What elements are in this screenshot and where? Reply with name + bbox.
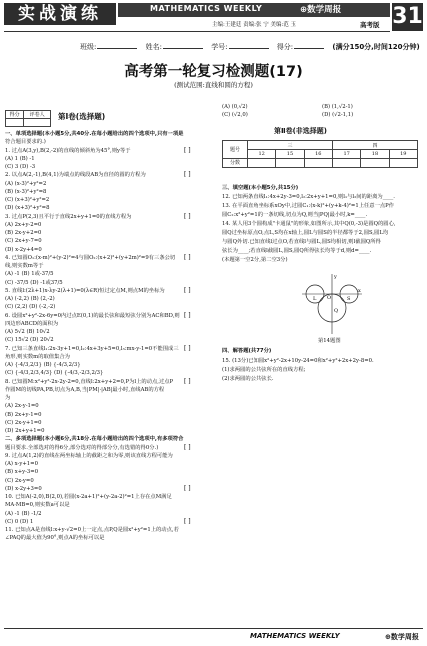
question-line: (D) (x+3)²+y²=8: [5, 205, 50, 212]
question-line: (A) {-4/3,2/3} (B) {-4/3,2/3}: [5, 362, 81, 368]
question-line: 四、解答题(共77分): [222, 348, 272, 354]
name-label: 姓名:: [145, 43, 162, 51]
question-line: (C) 2x+y-7=0: [5, 238, 42, 245]
exam-note: (满分150分,时间120分钟): [332, 43, 420, 51]
label-s: S: [347, 296, 351, 302]
answer-bracket[interactable]: [ ]: [184, 443, 191, 451]
figure-caption: 第14题图: [318, 338, 341, 344]
table-cell: 12: [248, 150, 276, 158]
question-line: (A) (x-3)²+y²=2: [5, 180, 47, 187]
score-label: 得分:: [276, 43, 294, 51]
answer-bracket[interactable]: [ ]: [184, 171, 191, 179]
label-q: Q: [334, 308, 339, 314]
question-line: 作圆M的切线PA,PB,切点为A,B,当|PM|·|AB|最小时,直线AB的方程: [5, 386, 165, 393]
circle-diagram: [300, 272, 364, 336]
question-line: (A) 1 (B) -1: [5, 155, 35, 162]
answer-bracket[interactable]: [ ]: [184, 286, 191, 294]
question-line: (A) 2x-y-1=0: [5, 403, 39, 410]
question-line: (A) -1 (B) -1/2: [5, 510, 42, 517]
question-line: (C) (2,2) (D) (-2,-2): [5, 304, 56, 311]
question-line: (D) x-2y+3=0: [5, 485, 42, 492]
footer-divider: [4, 628, 423, 629]
option: (A) (0,√2): [222, 104, 248, 110]
question-line: (A) (-2,2) (B) (2,-2): [5, 296, 55, 302]
question-line: 二、多项选择题(本小题6分,共18分.在每小题给出的四个选项中,有多项符合: [5, 436, 184, 443]
label-l: L: [313, 296, 317, 302]
footer-logo: ⊕数学周报: [385, 633, 419, 641]
question-line: (B) x+y-3=0: [5, 469, 39, 476]
page-number: 31: [392, 4, 423, 29]
table-cell: 17: [332, 150, 360, 158]
question-line: 圆Q过坐标原点O,点L,S均在x轴上,圆L与圆S的半径都等于2,圆S,圆L均: [222, 230, 389, 236]
answer-bracket[interactable]: [ ]: [184, 146, 191, 154]
question-line: (C) 2x-y=0: [5, 477, 34, 484]
question-line: 角形,则实数m的取值集合为: [5, 353, 70, 360]
table-cell: 分数: [223, 158, 248, 167]
newspaper-logo: ⊕数学周报: [300, 5, 342, 15]
question-line: 弦长为____;若直线l截圆L,圆S,圆Q所得弦长均等于d,则d=____.: [222, 248, 372, 254]
question-line: (C) 0 (D) 1: [5, 518, 34, 525]
question-line: (本题第一空2分,第二空3分): [222, 257, 288, 263]
question-line: MA·MB=0,则实数a可以是: [5, 502, 70, 509]
score-cell[interactable]: [276, 158, 304, 167]
question-line: (A) 5√2 (B) 10√2: [5, 329, 50, 335]
question-line: 题目要求.全部选对的得6分,部分选对的得部分分,有选错的得0分.): [5, 444, 159, 451]
score-box: [5, 110, 51, 127]
question-line: 12. 已知两条直线l₁:4x+2y-3=0,l₂:2x+y+1=0,则l₁与l₂间的距离为____.: [222, 194, 395, 200]
question-line: (C) 2x-y+1=0: [5, 419, 42, 426]
table-cell: 19: [389, 150, 417, 158]
table-header: 题号: [223, 141, 248, 159]
question-line: (B) 2x+y-1=0: [5, 411, 42, 418]
question-line: (C) 3 (D) -3: [5, 164, 36, 170]
score-cell[interactable]: [332, 158, 360, 167]
page-subtitle: (测试范围:直线和圆的方程): [174, 81, 253, 89]
question-line: 11. 已知点A是直线l:x+y-√2=0上一定点,点P,Q是圆x²+y²=1上的动点,若: [5, 527, 179, 533]
question-line: (C) (x+3)²+y²=2: [5, 197, 50, 203]
part2-title: 第Ⅱ卷(非选择题): [274, 127, 328, 135]
question-line: 10. 已知A(-2,0),B(2,0),若圆(x-2a+1)²+(y-2a-2)²=1上存在点M满足: [5, 494, 172, 500]
question-line: (C) 15√2 (D) 20√2: [5, 337, 54, 344]
question-line: 15. (13分)已知圆x²+y²-2x+10y-24=0和x²+y²+2x+2y-8=0.: [222, 358, 374, 364]
editor-credits: 主编:王建廷 责编:张 宁 美编:范 玉: [212, 22, 297, 28]
answer-bracket[interactable]: [ ]: [184, 517, 191, 525]
grade-label: 高考版: [360, 21, 380, 29]
table-header: 三: [248, 141, 333, 150]
student-info-line: [80, 42, 420, 52]
question-line: 8. 已知圆M:x²+y²-2x-2y-2=0,直线l:2x+y+2=0,P为l上的动点,过点P: [5, 378, 174, 385]
table-cell: 16: [304, 150, 332, 158]
class-field[interactable]: [97, 48, 137, 49]
question-line: 14. 某人用3个圆构成"卡通鼠"的形象,如图所示,其中Q(0,-3)是圆Q的圆心,: [222, 221, 396, 227]
score-cell[interactable]: [248, 158, 276, 167]
answer-bracket[interactable]: [ ]: [184, 377, 191, 385]
page-header: [0, 0, 427, 36]
score-cell[interactable]: [361, 158, 389, 167]
weekly-title: MATHEMATICS WEEKLY: [150, 4, 263, 13]
footer-weekly: MATHEMATICS WEEKLY: [250, 632, 340, 640]
question-line: (2)求两圆的公共弦长.: [222, 376, 274, 382]
id-field[interactable]: [229, 48, 269, 49]
question-line: 与圆Q外切.已知直线l过点O,若直线l与圆L,圆S均相切,则l截圆Q所得: [222, 239, 381, 245]
label-x: x: [358, 288, 361, 294]
answer-bracket[interactable]: [ ]: [184, 344, 191, 352]
class-label: 班级:: [80, 43, 97, 51]
question-line: 2. 以点A(2,-1),B(4,1)为端点的线段AB为直径的圆的方程为: [5, 172, 146, 179]
question-line: (A) -1 (B) 1或-37/5: [5, 271, 54, 278]
question-line: (A) x-y+1=0: [5, 461, 38, 467]
table-header: 四: [332, 141, 417, 150]
score-box-cell: 评卷人: [24, 111, 51, 119]
part1-title: 第Ⅰ卷(选择题): [58, 112, 106, 121]
question-line: 三、填空题(本小题5分,共15分): [222, 185, 299, 191]
question-line: ∠PAQ的最大值为90°,则点A的坐标可以是: [5, 535, 105, 542]
question-line: 9. 过点A(1,2)的直线在两坐标轴上的截距之和为零,则该直线方程可能为: [5, 452, 173, 459]
option: (C) (√2,0): [222, 112, 248, 118]
answer-bracket[interactable]: [ ]: [184, 212, 191, 220]
question-line: 4. 已知圆O₁:(x-m)²+(y-2)²=4与圆O₂:(x+2)²+(y+2m)²=9有三条公切: [5, 254, 176, 261]
table-cell: 18: [361, 150, 389, 158]
question-line: 线,则实数m等于: [5, 263, 44, 269]
option: (B) (1,√2-1): [322, 104, 353, 110]
label-o: O: [327, 295, 332, 301]
score-cell[interactable]: [304, 158, 332, 167]
label-y: y: [334, 274, 337, 280]
option: (D) (√2-1,1): [322, 112, 354, 118]
section-brand: 实战演练: [4, 3, 116, 25]
question-line: (B) (x-3)²+y²=8: [5, 188, 47, 195]
score-cell[interactable]: [389, 158, 417, 167]
question-line: 5. 直线l:(2λ+1)x-λy-2(λ+1)=0(λ∈R)恒过定点M,则点M的坐标为: [5, 287, 165, 294]
name-field[interactable]: [163, 48, 203, 49]
question-line: 为: [5, 395, 11, 401]
score-box-cell: 得分: [6, 111, 24, 119]
question-line: (C) {-4/3,2/3,4/3} (D) {-4/3,-2/3,2/3}: [5, 370, 104, 377]
answer-bracket[interactable]: [ ]: [184, 311, 191, 319]
question-line: (1)求两圆的公共弦所在的直线方程;: [222, 367, 306, 373]
score-field[interactable]: [294, 48, 324, 49]
table-cell: 15: [276, 150, 304, 158]
question-line: 符合题目要求的.): [5, 139, 46, 146]
question-line: 3. 过点P(2,3)且平行于直线2x+y+1=0的直线方程为: [5, 213, 132, 220]
question-line: 6. 设圆x²+y²-2x-6y=0内过点E(0,1)的最长弦和最短弦分别为AC和BD,则: [5, 312, 180, 319]
question-line: 7. 已知三条直线l₁:2x-3y+1=0,l₂:4x+3y+5=0,l₃:mx-y-1=0不能围成三: [5, 345, 179, 352]
question-line: 圆C₂:x²+y²=1的一条切线,切点为Q,则当|PQ|最小时,k=____.: [222, 212, 368, 218]
question-line: (D) 2x+y+1=0: [5, 428, 45, 434]
question-line: 一、单项选择题(本小题5分,共40分.在每小题给出的四个选项中,只有一项是: [5, 131, 184, 137]
score-table: [222, 140, 418, 168]
answer-bracket[interactable]: [ ]: [184, 484, 191, 492]
question-line: 1. 过点A(3,y),B(2,-2)的直线的倾斜角为45°,则y等于: [5, 147, 131, 154]
page-title: 高考第一轮复习检测题(17): [124, 64, 303, 80]
question-line: (C) -37/5 (D) -1或37/5: [5, 279, 63, 286]
header-divider: [4, 31, 390, 32]
question-line: 四边形ABCD的面积为: [5, 320, 59, 327]
question-line: (A) 2x+y-2=0: [5, 221, 42, 228]
id-label: 学号:: [211, 43, 228, 51]
question-line: (D) x-2y+4=0: [5, 246, 42, 253]
question-line: (B) 2x-y+2=0: [5, 230, 42, 236]
answer-bracket[interactable]: [ ]: [184, 253, 191, 261]
question-line: 13. 在平面直角坐标系xOy中,过圆C₁:(x-k)²+(y+k-4)²=1上任意一点P作: [222, 203, 395, 209]
